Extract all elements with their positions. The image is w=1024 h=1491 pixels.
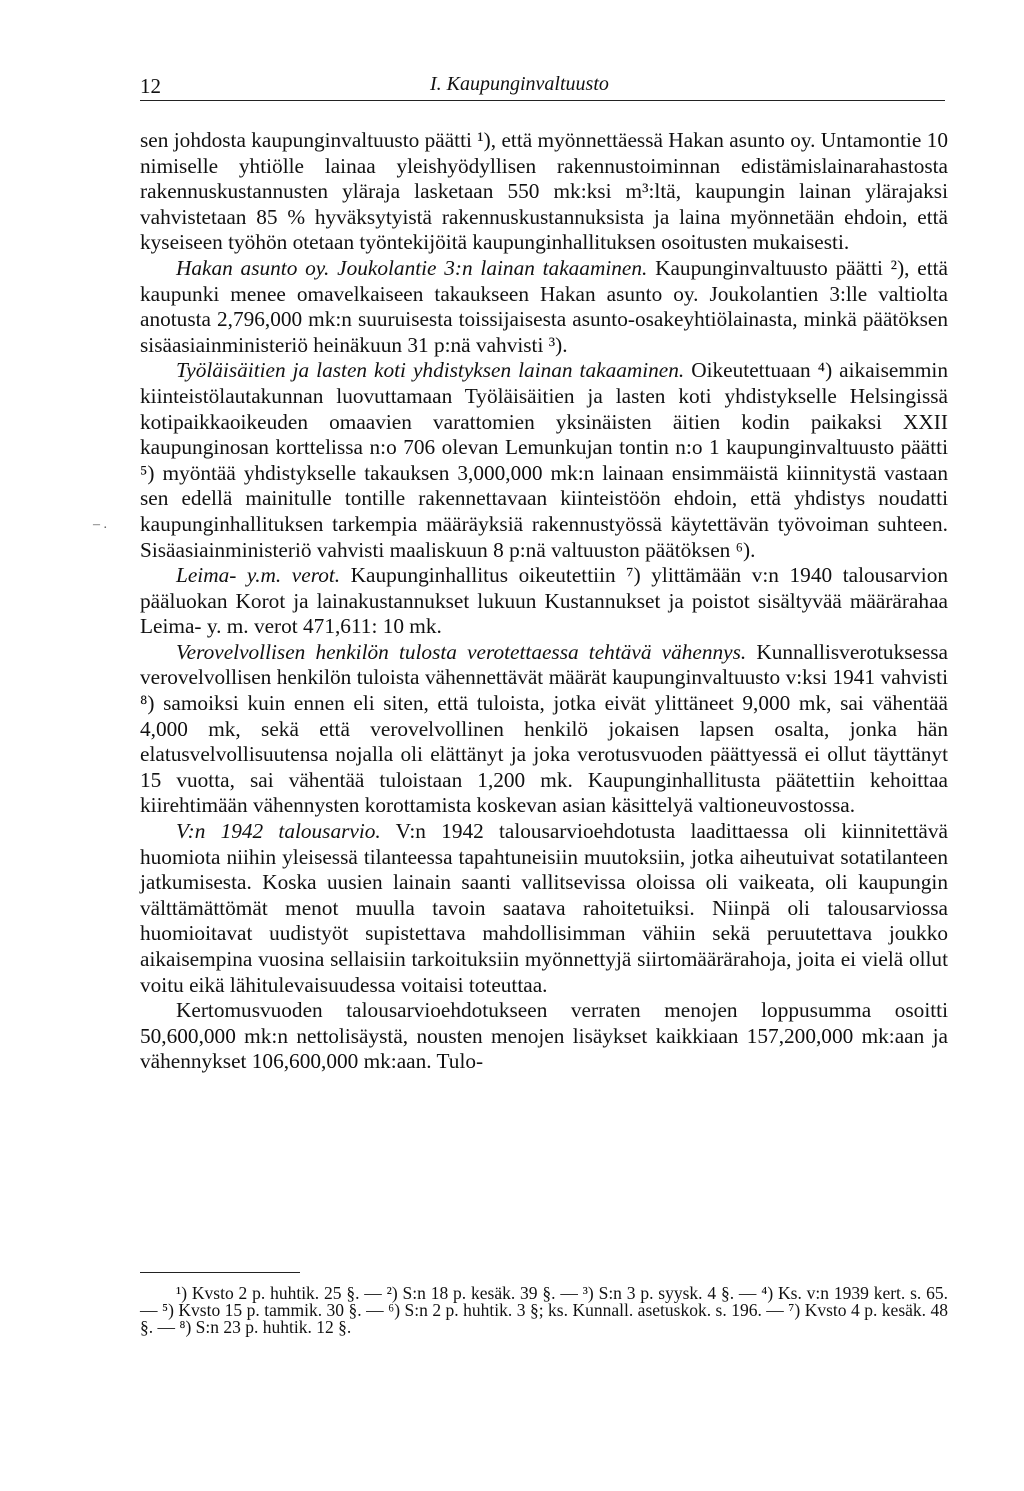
paragraph-text: Kaupunginvaltuusto päätti ²), että kaupunki menee omavelkaiseen takaukseen Hakan asunto oy. Joukolantien 3:lle valtiolta anotusta 2,796,000 mk:n suuruisesta toissijaisesta asunto-osakeyhtiölainasta, minkä päätöksen sisäasiainministeriö heinäkuun 31 p:nä vahvisti ³). <box>140 255 948 357</box>
paragraph-heading: V:n 1942 talousarvio. <box>176 819 381 844</box>
paragraph-heading: Leima- y.m. verot. <box>176 563 341 588</box>
page-header <box>140 72 945 101</box>
body-text <box>140 128 948 1075</box>
paragraph-heading: Työläisäitien ja lasten koti yhdistyksen lainan takaaminen. <box>176 358 685 383</box>
paragraph-7 <box>140 998 948 1075</box>
running-title: I. Kaupunginvaltuusto <box>430 73 609 95</box>
footnote-text: ¹) Kvsto 2 p. huhtik. 25 §. — ²) S:n 18 p. kesäk. 39 §. — ³) S:n 3 p. syysk. 4 §. — ⁴) Ks. v:n 1939 kert. s. 65. — ⁵) Kvsto 15 p. tammik. 30 §. — ⁶) S:n 2 p. huhtik. 3 §; ks. Kunnall. asetuskok. s. 196. — ⁷) Kvsto 4 p. kesäk. 48 §. — ⁸) S:n 23 p. huhtik. 12 §. <box>140 1283 948 1337</box>
paragraph-6 <box>140 819 948 998</box>
paragraph-text: Kaupunginhallitus oikeutettiin ⁷) ylittämään v:n 1940 talousarvion pääluokan Korot ja lainakustannukset lukuun Kustannukset ja poistot sisältyvää määrärahaa Leima- y. m. verot 471,611: 10 mk. <box>140 563 948 639</box>
paragraph-1 <box>140 128 948 256</box>
paragraph-text: Kunnallisverotuksessa verovelvollisen henkilön tuloista vähennettävät määrät kaupunginvaltuusto v:ksi 1941 vahvisti ⁸) samoiksi kuin ennen eli siten, että tuloista, jotka eivät ylittäneet 9,000 mk, sai vähentää 4,000 mk, sekä että verovelvollinen henkilö jokaisen lapsen osalta, jonka hän elatusvelvollisuutensa nojalla oli elättänyt ja joka verotusvuoden päättyessä ei ollut täyttänyt 15 vuotta, sai vähentää tuloistaan 1,200 mk. Kaupunginhallitusta päätettiin kehoittaa kiirehtimään vähennysten korottamista koskevan asian käsittelyä valtioneuvostossa. <box>140 639 948 818</box>
page-number: 12 <box>140 74 161 98</box>
paragraph-heading: Hakan asunto oy. Joukolantie 3:n lainan takaaminen. <box>176 255 648 280</box>
footnotes <box>140 1285 948 1336</box>
paragraph-text: sen johdosta kaupunginvaltuusto päätti ¹), että myönnettäessä Hakan asunto oy. Untamontie 10 nimiselle yhtiölle lainaa yleishyödyllisen rakennustoiminnan edistämislainarahastosta rakennuskustannusten yläraja lasketaan 550 mk:ksi m³:ltä, kaupungin lainan ylärajaksi vahvistetaan 85 % hyväksytyistä rakennuskustannuksista ja laina myönnetään ehdoin, että kyseiseen työhön otetaan työntekijöitä kaupunginhallituksen osoitusten mukaisesti. <box>140 128 948 255</box>
paragraph-text: Oikeutettuaan ⁴) aikaisemmin kiinteistölautakunnan luovuttamaan Työläisäitien ja lasten koti yhdistykselle Helsingissä kotipaikkaoikeuden omaavien varattomien yksinäisten äitien kodin paikaksi XXII kaupunginosan korttelissa n:o 706 olevan Lemunkujan tontin n:o 1 kaupunginvaltuusto päätti ⁵) myöntää yhdistykselle takauksen 3,000,000 mk:n lainaan ensimmäistä kiinnitystä vastaan sen edellä mainitulle tontille rakennettavaan kiinteistöön ehdoin, että yhdistys noudatti kaupunginhallituksen tarkempia määräyksiä rakennustyössä käytettävän työvoiman suhteen. Sisäasiainministeriö vahvisti maaliskuun 8 p:nä valtuuston päätöksen ⁶). <box>140 358 948 562</box>
paragraph-5 <box>140 640 948 819</box>
paragraph-text: V:n 1942 talousarvioehdotusta laadittaessa oli kiinnitettävä huomiota niihin yleisessä tilanteessa tapahtuneisiin muutoksiin, jotka aiheutuivat sotatilanteen jatkumisesta. Koska uusien lainain saanti vallitsevissa oloissa oli vaikeata, oli kaupungin välttämättömät menot muulla tavoin saatava rahoitetuiksi. Niinpä oli talousarviossa huomioitavat uudistyöt supistettava mahdollisimman vähiin sekä peruutettava joukko aikaisempina vuosina sellaisiin tarkoituksiin myönnettyjä siirtomäärärahoja, joita ei vielä ollut voitu eikä lähitulevaisuudessa voitaisi toteuttaa. <box>140 819 948 997</box>
paragraph-2 <box>140 256 948 358</box>
paragraph-3 <box>140 358 948 563</box>
paragraph-4 <box>140 563 948 640</box>
paragraph-text: Kertomusvuoden talousarvioehdotukseen verraten menojen loppusumma osoitti 50,600,000 mk:n nettolisäystä, nousten menojen lisäykset kaikkiaan 157,200,000 mk:aan ja vähennykset 106,600,000 mk:aan. Tulo- <box>140 998 948 1074</box>
paragraph-heading: Verovelvollisen henkilön tulosta verotettaessa tehtävä vähennys. <box>176 639 747 664</box>
footnote-divider <box>140 1272 300 1273</box>
margin-mark: – . <box>93 517 107 532</box>
